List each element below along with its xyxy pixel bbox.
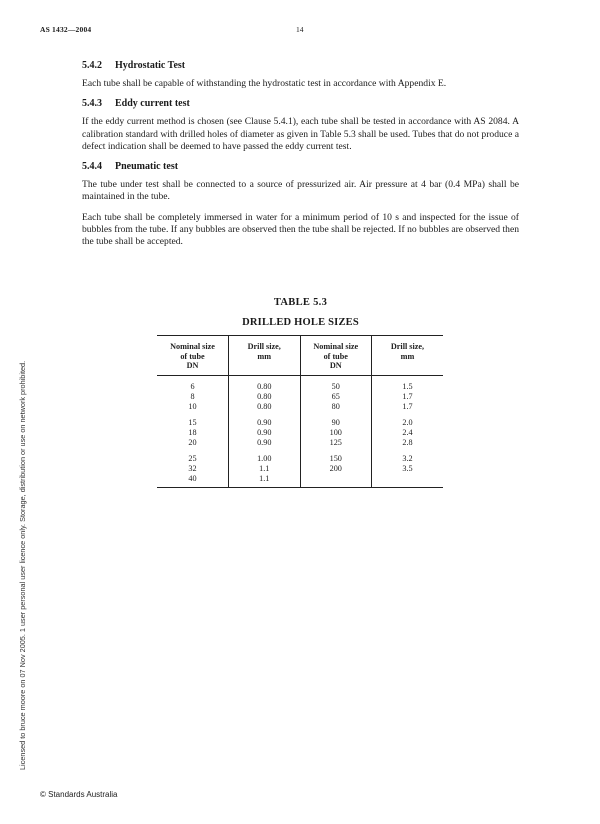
table-cell: 20 (157, 438, 229, 448)
table-cell: 90 (300, 412, 372, 428)
header-line: Nominal size (170, 342, 215, 351)
drilled-hole-sizes-table (157, 335, 443, 488)
paragraph: The tube under test shall be connected to a source of pressurized air. Air pressure at 4 bar (0.4 MPa) shall be maintained in the tube. (82, 179, 519, 203)
section-number: 5.4.2 (82, 60, 102, 71)
header-line: mm (257, 351, 272, 361)
header-line: DN (329, 361, 342, 370)
paragraph: If the eddy current method is chosen (see Clause 5.4.1), each tube shall be tested in accordance with AS 2084. A calibration standard with drilled holes of diameter as given in Table 5.3 shall be used. Tubes that do not produce a defect indication shall be deemed to have passed the eddy current test. (82, 116, 519, 152)
table-cell: 15 (157, 412, 229, 428)
section-heading (82, 161, 519, 172)
table-row (157, 448, 443, 464)
table-cell: 65 (300, 392, 372, 402)
section-number: 5.4.3 (82, 98, 102, 110)
section-title: Eddy current test (115, 98, 190, 110)
table-cell: 2.4 (402, 427, 413, 437)
header-line: Nominal size (313, 342, 359, 351)
table-row (157, 392, 443, 402)
table-cell (372, 474, 444, 488)
table-cell: 40 (157, 474, 229, 488)
table-cell: 1.7 (402, 391, 413, 401)
header-line: of tube (323, 351, 348, 361)
table-cell: 200 (300, 464, 372, 474)
table-cell: 1.00 (229, 448, 301, 464)
table-label: TABLE 5.3 (273, 297, 328, 308)
header-line: Drill size, (247, 342, 281, 351)
table-row (157, 402, 443, 412)
header-line: of tube (180, 351, 205, 361)
table-cell: 25 (157, 448, 229, 464)
header-line: mm (400, 351, 415, 361)
table-cell: 50 (300, 375, 372, 392)
section-heading (82, 60, 519, 71)
section-heading (82, 98, 519, 109)
table-cell: 3.2 (402, 453, 413, 463)
table-cell: 2.8 (402, 437, 413, 447)
licence-notice: Licensed to bruce moore on 07 Nov 2005. 1 user personal user licence only. Storage, distribution or use on network prohibited. (18, 360, 27, 770)
section-number: 5.4.4 (82, 161, 102, 173)
table-cell: 8 (157, 392, 229, 402)
table-cell: 1.5 (402, 381, 413, 391)
page-number: 14 (296, 25, 304, 34)
table-cell: 150 (300, 448, 372, 464)
table-cell: 125 (300, 438, 372, 448)
body-content (82, 60, 519, 257)
table-cell: 6 (157, 375, 229, 392)
table-cell: 1.7 (402, 401, 413, 411)
header-line: Drill size, (390, 342, 425, 351)
table-cell: 0.80 (229, 402, 301, 412)
table-row (157, 474, 443, 488)
table-cell: 0.90 (229, 438, 301, 448)
table-cell: 10 (157, 402, 229, 412)
table-cell: 0.80 (229, 375, 301, 392)
section-title: Hydrostatic Test (115, 60, 186, 71)
table-row (157, 428, 443, 438)
table-row (157, 438, 443, 448)
table-cell: 18 (157, 428, 229, 438)
header-drill-size-1 (229, 336, 301, 376)
table-cell (300, 474, 372, 488)
table-row (157, 412, 443, 428)
section-5-4-4 (82, 161, 519, 248)
table-header-row (157, 336, 443, 376)
header-nominal-size-1 (157, 336, 229, 376)
table-row (157, 464, 443, 474)
table-cell: 80 (300, 402, 372, 412)
table-cell: 32 (157, 464, 229, 474)
table-cell: 100 (300, 428, 372, 438)
table-cell: 1.1 (229, 474, 301, 488)
table-cell: 0.80 (229, 392, 301, 402)
table-cell: 1.1 (229, 464, 301, 474)
header-line: DN (186, 361, 199, 370)
table-row (157, 375, 443, 392)
paragraph: Each tube shall be capable of withstanding the hydrostatic test in accordance with Appendix E. (82, 78, 447, 89)
table-cell: 0.90 (229, 412, 301, 428)
table-cell: 0.90 (229, 428, 301, 438)
copyright-footer: © Standards Australia (40, 790, 118, 799)
section-title: Pneumatic test (115, 161, 179, 173)
paragraph: Each tube shall be completely immersed in water for a minimum period of 10 s and inspected for the issue of bubbles from the tube. If any bubbles are observed then the tube shall be rejected. If no bubbles are observed then the tube shall be accepted. (82, 211, 519, 248)
header-drill-size-2 (372, 336, 444, 376)
table-title: DRILLED HOLE SIZES (242, 317, 359, 328)
header-nominal-size-2 (300, 336, 372, 376)
table-cell: 3.5 (402, 463, 413, 473)
section-5-4-2 (82, 60, 519, 90)
section-5-4-3 (82, 98, 519, 153)
standard-id: AS 1432—2004 (40, 25, 92, 34)
table-cell: 2.0 (402, 417, 413, 427)
